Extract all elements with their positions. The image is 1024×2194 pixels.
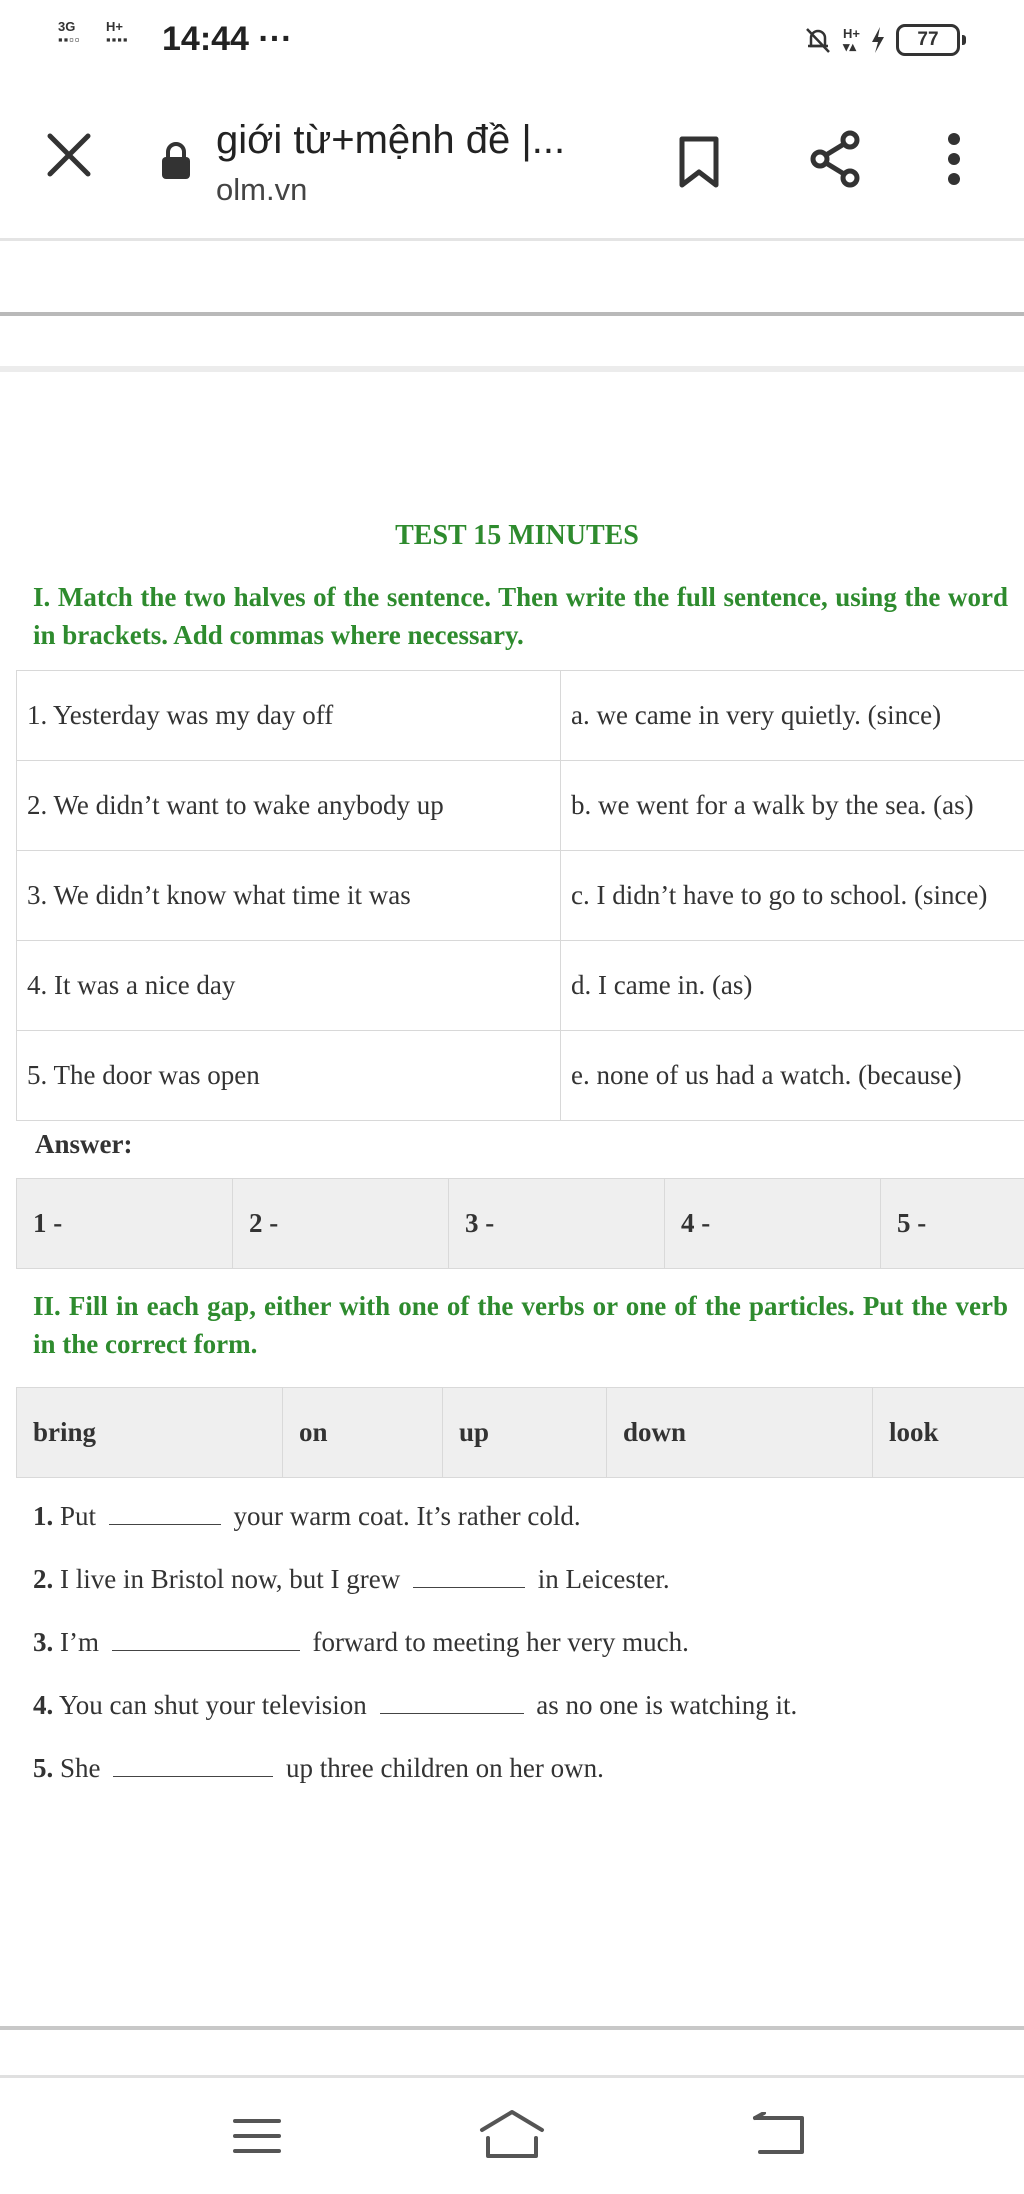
browser-toolbar (0, 80, 1024, 238)
page-url[interactable]: olm.vn (216, 172, 308, 207)
question-text-after: your warm coat. It’s rather cold. (233, 1501, 581, 1531)
question-2 (33, 1563, 1024, 1626)
question-4 (33, 1689, 1024, 1752)
answer-cell[interactable]: 4 - (665, 1179, 881, 1269)
divider (0, 238, 1024, 241)
question-number: 5. (33, 1753, 54, 1783)
word-cell: on (283, 1388, 443, 1478)
answer-table (16, 1178, 1024, 1269)
mute-bell-icon (803, 25, 833, 55)
question-text-before: She (60, 1753, 101, 1783)
charging-icon (870, 26, 886, 54)
divider (0, 2026, 1024, 2030)
bookmark-icon[interactable] (678, 136, 720, 188)
answer-blank[interactable] (112, 1649, 300, 1651)
time-text: 14:44 (162, 20, 249, 58)
answer-label: Answer: (35, 1129, 133, 1159)
document (0, 520, 1024, 1815)
question-number: 1. (33, 1501, 54, 1531)
question-text-before: I’m (60, 1627, 99, 1657)
notification-dots: ··· (258, 20, 293, 58)
divider (0, 366, 1024, 372)
match-right-cell: d. I came in. (as) (561, 941, 1024, 1031)
menu-icon[interactable] (232, 2116, 282, 2156)
section2-instruction: II. Fill in each gap, either with one of the verbs or one of the particles. Put the verb in the correct form. (33, 1291, 1008, 1359)
signal-hplus-right-icon: H+ ▾▴ (843, 26, 860, 54)
question-number: 4. (33, 1690, 54, 1720)
home-icon[interactable] (478, 2108, 546, 2160)
question-3 (33, 1626, 1024, 1689)
question-text-before: I live in Bristol now, but I grew (60, 1564, 401, 1594)
table-row (17, 761, 1024, 851)
question-text-after: in Leicester. (537, 1564, 670, 1594)
answer-blank[interactable] (113, 1775, 273, 1777)
close-icon[interactable] (46, 132, 92, 178)
answer-blank[interactable] (109, 1523, 221, 1525)
page-title[interactable]: giới từ+mệnh đề |... (216, 118, 566, 162)
question-text-after: forward to meeting her very much. (312, 1627, 689, 1657)
match-left-cell: 1. Yesterday was my day off (17, 671, 561, 761)
status-right (803, 24, 966, 56)
question-text-after: as no one is watching it. (536, 1690, 798, 1720)
network-3g-label: 3G (58, 19, 76, 34)
table-row (17, 941, 1024, 1031)
word-cell: look (873, 1388, 1024, 1478)
answer-cell[interactable]: 5 - (881, 1179, 1024, 1269)
section1-instruction: I. Match the two halves of the sentence. Then write the full sentence, using the word in brackets. Add commas where necessary. (33, 582, 1008, 650)
battery-tip (962, 35, 966, 45)
table-row (17, 1179, 1024, 1269)
status-bar (0, 0, 1024, 80)
answer-cell[interactable]: 1 - (17, 1179, 233, 1269)
question-text-before: Put (60, 1501, 97, 1531)
question-text-before: You can shut your television (59, 1690, 367, 1720)
match-left-cell: 4. It was a nice day (17, 941, 561, 1031)
word-cell: down (607, 1388, 873, 1478)
match-right-cell: e. none of us had a watch. (because) (561, 1031, 1024, 1121)
match-left-cell: 2. We didn’t want to wake anybody up (17, 761, 561, 851)
match-left-cell: 3. We didn’t know what time it was (17, 851, 561, 941)
word-cell: up (443, 1388, 607, 1478)
network-hplus-right-label: H+ (843, 26, 860, 41)
battery-icon: 77 (896, 24, 960, 56)
more-options-icon[interactable] (944, 132, 964, 186)
question-5 (33, 1752, 1024, 1815)
table-row (17, 1388, 1024, 1478)
table-row (17, 851, 1024, 941)
back-icon[interactable] (752, 2112, 808, 2156)
question-number: 2. (33, 1564, 54, 1594)
word-cell: bring (17, 1388, 283, 1478)
share-icon[interactable] (808, 130, 864, 188)
match-right-cell: c. I didn’t have to go to school. (since) (561, 851, 1024, 941)
match-right-cell: a. we came in very quietly. (since) (561, 671, 1024, 761)
answer-blank[interactable] (380, 1712, 524, 1714)
lock-icon (160, 142, 192, 180)
question-number: 3. (33, 1627, 54, 1657)
question-1 (33, 1500, 1024, 1563)
answer-cell[interactable]: 2 - (233, 1179, 449, 1269)
clock (162, 20, 292, 59)
answer-blank[interactable] (413, 1586, 525, 1588)
match-right-cell: b. we went for a walk by the sea. (as) (561, 761, 1024, 851)
test-title: TEST 15 MINUTES (395, 520, 639, 551)
navigation-bar (0, 2078, 1024, 2194)
network-hplus-label: H+ (106, 19, 123, 34)
answer-cell[interactable]: 3 - (449, 1179, 665, 1269)
signal-hplus-icon: H+ ▪▪▪▪ (106, 19, 129, 47)
match-left-cell: 5. The door was open (17, 1031, 561, 1121)
question-text-after: up three children on her own. (286, 1753, 604, 1783)
divider (0, 312, 1024, 316)
matching-table (16, 670, 1024, 1121)
word-bank-table (16, 1387, 1024, 1478)
table-row (17, 1031, 1024, 1121)
table-row (17, 671, 1024, 761)
signal-3g-icon: 3G ▪▪▫▫ (58, 19, 81, 47)
